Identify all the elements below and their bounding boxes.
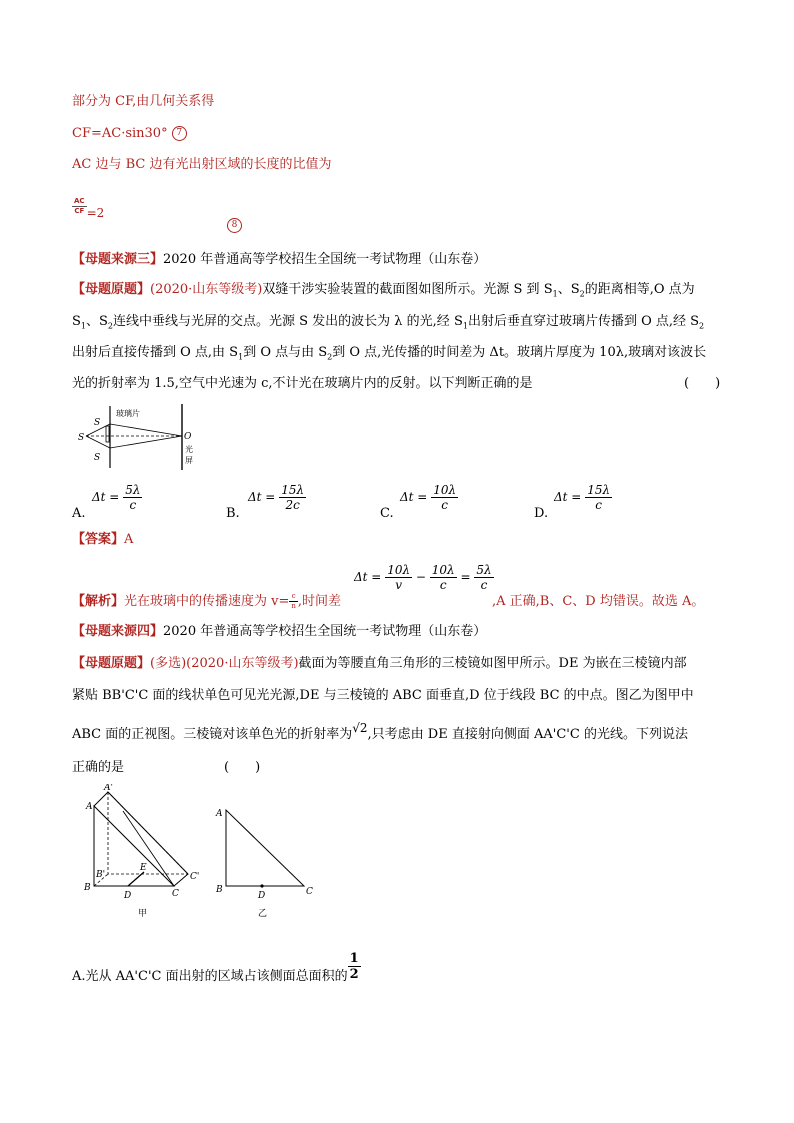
q4-option-a-text: A.光从 AA'C'C 面出射的区域占该侧面总面积的 (72, 969, 348, 984)
prism-figure-jia (78, 784, 208, 924)
option-b-num: 15λ (281, 483, 305, 497)
q4-option-a[interactable] (72, 944, 361, 984)
option-b-formula[interactable] (248, 484, 306, 511)
analysis-text-c: ,A 正确,B、C、D 均错误。故选 A。 (492, 594, 705, 609)
sub-1: 1 (552, 289, 558, 299)
eq-equals: = (460, 570, 471, 584)
eq-lhs: Δt = (354, 570, 382, 584)
circle-number-8: 8 (227, 218, 242, 233)
q3-line-1-b: 、S (557, 282, 580, 297)
fig2-label-d: D (258, 891, 266, 901)
option-d-den: c (595, 498, 602, 512)
option-a-lhs: Δt = (92, 490, 120, 504)
q4-source-label: 【母题来源四】 (72, 624, 164, 639)
option-b-fraction (279, 484, 306, 511)
fig-label-screen-1: 光 (185, 445, 193, 454)
option-c-num: 10λ (433, 483, 457, 497)
option-a-fraction (123, 484, 142, 511)
q3-source-text: 2020 年普通高等学校招生全国统一考试物理（山东卷） (163, 252, 487, 267)
fig-label-o: O (184, 432, 192, 442)
sqrt-2: √2 (352, 721, 368, 735)
q4-answer-paren: ( ) (224, 760, 261, 775)
option-b-letter[interactable]: B. (226, 506, 240, 521)
circle-number-7: 7 (172, 126, 187, 141)
q4-option-a-den: 2 (349, 967, 359, 982)
fig1-label-b1: B' (96, 870, 106, 880)
option-d-num: 15λ (587, 483, 611, 497)
fig2-label-a: A (216, 809, 223, 819)
eq-frac-3 (474, 564, 493, 591)
answer-label: 【答案】 (72, 532, 125, 547)
fig1-label-d: D (124, 891, 132, 901)
option-d-letter[interactable]: D. (534, 506, 549, 521)
fig-label-s1: S (94, 418, 101, 428)
f3-den: c (480, 578, 488, 592)
q4-tag-c: ) (293, 656, 299, 671)
option-d-formula[interactable] (554, 484, 612, 511)
fig1-caption: 甲 (138, 909, 148, 919)
t: 、S (86, 314, 108, 329)
f3-num: 5λ (476, 563, 492, 577)
prev-line-2-text: CF=AC·sin30° (72, 126, 168, 141)
prev-ratio (72, 197, 105, 220)
q3-line-1-a: 双缝干涉实验装置的截面图如图所示。光源 S 到 S (262, 282, 553, 297)
fig-label-glass: 玻璃片 (116, 409, 140, 418)
q3-orig-label: 【母题原题】 (72, 282, 151, 297)
sub: 1 (80, 321, 86, 331)
ratio-equals: =2 (86, 206, 105, 220)
q4-line-1-text: 截面为等腰直角三角形的三棱镜如图甲所示。DE 为嵌在三棱镜内部 (298, 656, 687, 671)
option-c-lhs: Δt = (400, 490, 428, 504)
fig-label-s2: S (94, 453, 101, 463)
sub-2: 2 (579, 289, 585, 299)
fig1-label-e: E (140, 863, 147, 873)
q3-source (72, 250, 486, 270)
option-b-den: 2c (285, 498, 300, 512)
fig1-label-a: A (86, 802, 93, 812)
q4-line-3-b: ,只考虑由 DE 直接射向侧面 AA'C'C 的光线。下列说法 (367, 727, 688, 742)
q4-option-a-fraction (348, 952, 361, 981)
ratio-numerator: AC (74, 197, 85, 205)
q4-line-1 (72, 654, 687, 674)
f2-num: 10λ (431, 563, 455, 577)
t: 出射后垂直穿过玻璃片传播到 O 点,经 S (467, 314, 700, 329)
q4-line-3 (72, 721, 688, 745)
q3-orig-tag: (2020·山东等级考) (150, 282, 263, 297)
t: 连线中垂线与光屏的交点。光源 S 发出的波长为 λ 的光,经 S (113, 314, 463, 329)
fig-label-s: S (78, 433, 85, 443)
eq-frac-1 (385, 564, 412, 591)
q3-line-1-c: 的距离相等,O 点为 (584, 282, 695, 297)
sub: 1 (238, 352, 244, 362)
option-a-formula[interactable] (92, 484, 142, 511)
q3-answer (72, 530, 133, 550)
option-c-den: c (441, 498, 448, 512)
fig2-label-b: B (216, 885, 223, 895)
fig-label-screen-2: 屏 (185, 456, 193, 465)
q3-line-2 (72, 312, 704, 337)
q3-options (72, 480, 732, 524)
option-a-den: c (129, 498, 137, 512)
fig2-label-c: C (306, 887, 313, 897)
ratio-denominator: CF (74, 207, 85, 215)
q4-option-a-num: 1 (349, 951, 359, 966)
option-c-formula[interactable] (400, 484, 458, 511)
q3-analysis (72, 562, 732, 612)
prev-circle-8-wrap (227, 215, 242, 234)
analysis-text-a (72, 590, 341, 610)
option-a-letter[interactable]: A. (72, 506, 86, 521)
option-d-fraction (585, 484, 612, 511)
answer-value: A (124, 532, 134, 547)
option-b-lhs: Δt = (248, 490, 276, 504)
q4-source (72, 622, 486, 642)
q4-line-4: 正确的是 (72, 760, 125, 775)
sub: 2 (699, 321, 705, 331)
q4-line-3-a: ABC 面的正视图。三棱镜对该单色光的折射率为 (72, 727, 353, 742)
eq-minus: − (415, 570, 426, 584)
option-d-lhs: Δt = (554, 490, 582, 504)
q3-line-4: 光的折射率为 1.5,空气中光速为 c,不计光在玻璃片内的反射。以下判断正确的是 (72, 376, 533, 391)
v-den: n (291, 602, 296, 610)
option-a-num: 5λ (125, 483, 141, 497)
f1-num: 10λ (387, 563, 411, 577)
double-slit-figure (78, 404, 208, 470)
q3-answer-paren: ( ) (684, 376, 721, 391)
ratio-fraction (72, 198, 87, 215)
prev-line-2 (72, 124, 187, 144)
t: 到 O 点与由 S (243, 345, 328, 360)
q4-source-text: 2020 年普通高等学校招生全国统一考试物理（山东卷） (163, 624, 487, 639)
q3-line-1 (72, 280, 695, 305)
analysis-a: 光在玻璃中的传播速度为 v= (124, 594, 290, 609)
analysis-equation (354, 564, 494, 591)
analysis-v-fraction (289, 593, 298, 610)
t: 到 O 点,光传播的时间差为 Δt。玻璃片厚度为 10λ,玻璃对该波长 (332, 345, 707, 360)
q4-tag-a: (多选)( (150, 656, 192, 671)
fig1-label-c1: C' (190, 872, 200, 882)
q3-source-label: 【母题来源三】 (72, 252, 164, 267)
fig1-label-b: B (84, 883, 91, 893)
eq-frac-2 (430, 564, 457, 591)
v-num: c (289, 593, 298, 602)
fig2-caption: 乙 (258, 909, 268, 919)
analysis-label: 【解析】 (72, 594, 125, 609)
q4-line-2: 紧贴 BB'C'C 面的线状单色可见光光源,DE 与三棱镜的 ABC 面垂直,D 位于线段 BC 的中点。图乙为图甲中 (72, 688, 694, 703)
q3-line-3 (72, 343, 706, 368)
t: S (72, 314, 81, 329)
analysis-b: ,时间差 (297, 594, 342, 609)
prev-line-1: 部分为 CF,由几何关系得 (72, 94, 215, 109)
f1-den: v (395, 578, 403, 592)
fig1-label-c: C (172, 889, 179, 899)
sub: 1 (462, 321, 468, 331)
fig1-label-a1: A' (104, 784, 113, 793)
prev-line-3: AC 边与 BC 边有光出射区域的长度的比值为 (72, 157, 332, 172)
q4-tag-b: 2020·山东等级考 (191, 656, 294, 671)
t: 出射后直接传播到 O 点,由 S (72, 345, 239, 360)
q4-orig-label: 【母题原题】 (72, 656, 151, 671)
sub: 2 (107, 321, 113, 331)
option-c-fraction (431, 484, 458, 511)
f2-den: c (439, 578, 447, 592)
sub: 2 (327, 352, 333, 362)
prism-figure-yi (214, 800, 324, 924)
option-c-letter[interactable]: C. (380, 506, 394, 521)
